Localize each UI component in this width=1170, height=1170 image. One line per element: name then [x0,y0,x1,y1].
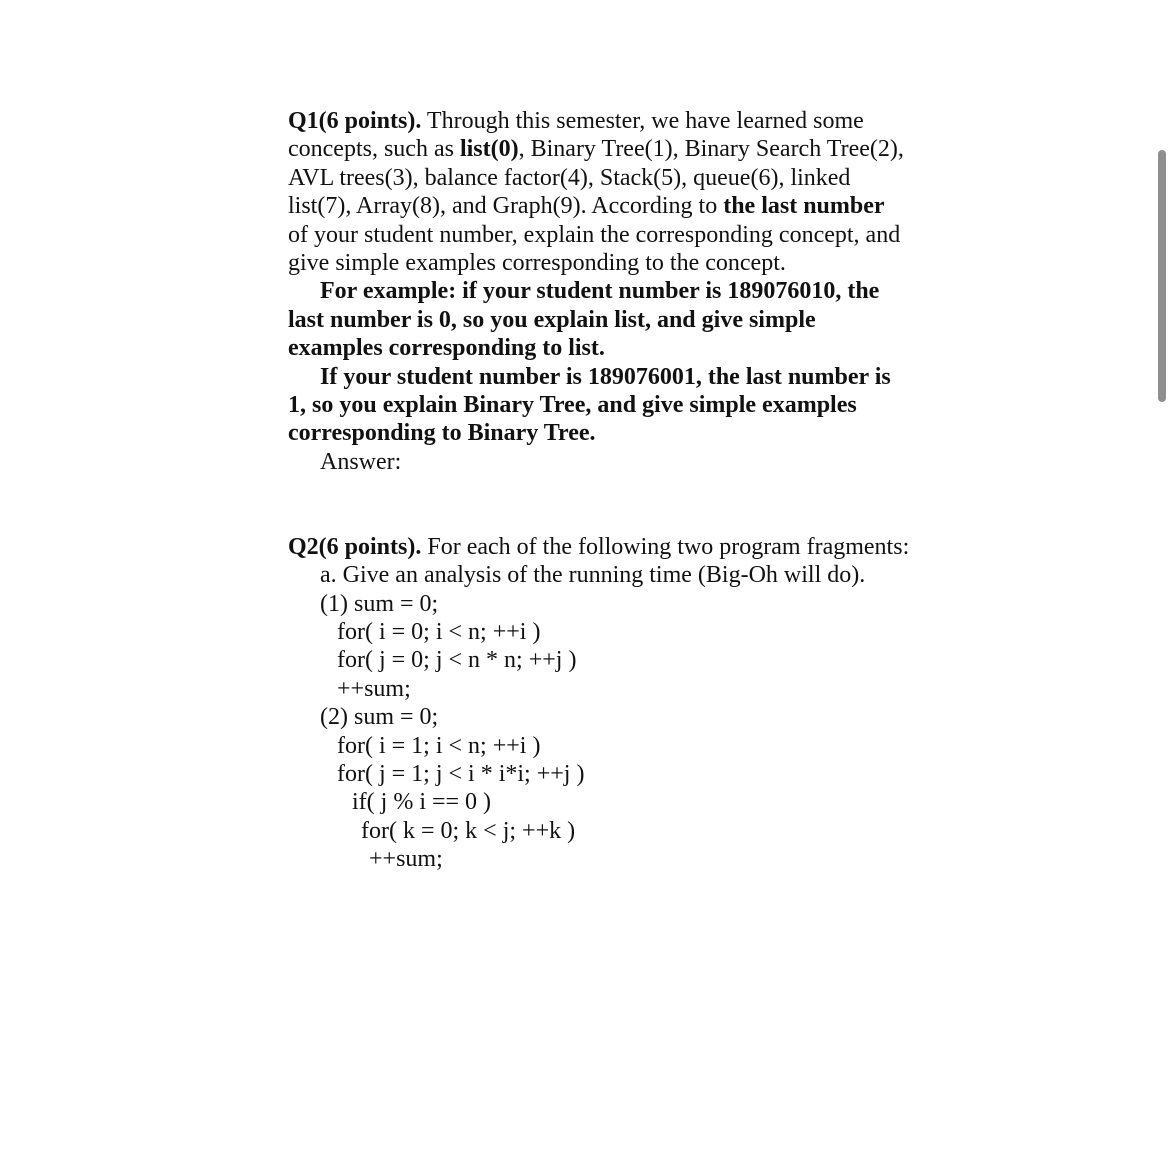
answer-space [288,476,938,533]
code-line: for( k = 0; k < j; ++k ) [361,817,576,844]
code-line: for( j = 1; j < i * i*i; ++j ) [337,761,585,787]
q1-example-2-line: corresponding to Binary Tree. [288,420,596,447]
code-fragment-2 [288,703,938,873]
q1-text: , Binary Tree(1), Binary Search Tree(2), [518,136,904,163]
q2-part-a: a. Give an analysis of the running time (Big-Oh will do). [320,562,866,589]
question-1 [288,107,938,476]
q1-example-1-line: For example: if your student number is 189076010, the [320,278,880,305]
q1-line-3: AVL trees(3), balance factor(4), Stack(5), queue(6), linked [288,164,851,191]
q1-line-5: of your student number, explain the corresponding concept, and [288,221,901,248]
q1-intro: Through this semester, we have learned some [421,108,864,134]
q2-line-1 [288,533,938,561]
q1-example-2-line: If your student number is 189076001, the last number is [320,363,891,390]
q1-line-2 [288,135,938,163]
q2-title: Q2(6 points). [288,533,422,560]
code-fragment-1 [288,590,938,704]
q2-intro: For each of the following two program fragments: [421,533,910,560]
code-line: for( i = 1; i < n; ++i ) [337,732,541,759]
q1-example-1-line: examples corresponding to list. [288,335,605,362]
document-body [288,107,938,874]
code-line: for( j = 0; j < n * n; ++j ) [337,647,577,674]
code-line: (1) sum = 0; [320,590,439,617]
q1-line-1 [288,107,938,135]
code-line: if( j % i == 0 ) [352,789,492,816]
q1-text: concepts, such as [288,136,460,163]
code-line: ++sum; [337,675,411,702]
q1-line-4 [288,192,938,220]
q1-example-2-line: 1, so you explain Binary Tree, and give simple examples [288,391,857,418]
code-line: for( i = 0; i < n; ++i ) [337,619,541,646]
q1-line-6: give simple examples corresponding to the concept. [288,249,786,276]
code-line: (2) sum = 0; [320,704,439,731]
code-line: ++sum; [369,846,443,873]
q1-bold-last-number: the last number [723,193,885,220]
q1-answer-label: Answer: [320,448,402,475]
scrollbar-thumb[interactable] [1158,150,1166,402]
q1-example-1-line: last number is 0, so you explain list, and give simple [288,306,816,333]
vertical-scrollbar[interactable] [1154,70,1170,340]
q1-bold-list: list(0) [459,136,519,163]
q1-text: list(7), Array(8), and Graph(9). According to [288,193,724,220]
q1-title: Q1(6 points). [288,108,422,134]
question-2 [288,533,938,874]
